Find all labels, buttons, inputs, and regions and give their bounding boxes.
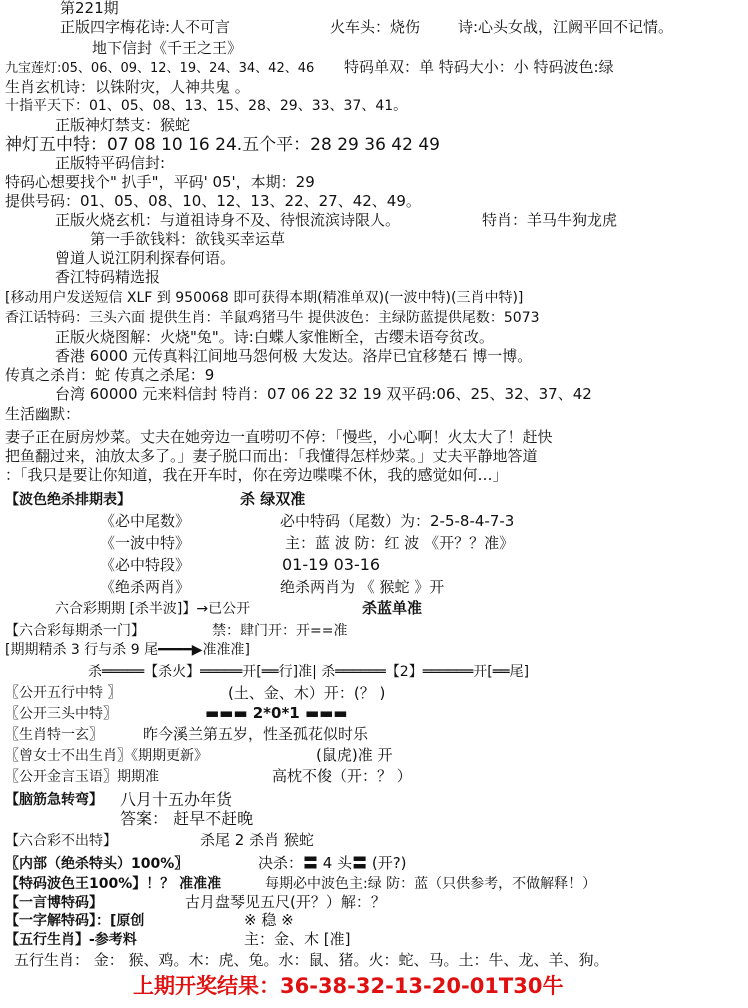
no-special-title: 【六合彩不出特】	[5, 833, 117, 849]
three-elements-kill: [期期精杀 3 行与杀 9 尾━━━━▶准准准]	[5, 642, 251, 658]
one-word-bet-value: 古月盘琴见五尺(开？）解：？	[185, 893, 386, 911]
tail-numbers: 必中特码（尾数）为：2-5-8-4-7-3	[280, 512, 515, 530]
brain-teaser-answer: 答案： 赶早不赶晚	[120, 809, 254, 828]
kill-green: 杀 绿双准	[240, 490, 306, 508]
hk-fax-material: 香港 6000 元传真料江间地马怨何极 大发达。洛岸已宜移楚石 博一博。	[55, 347, 533, 365]
one-char-value: ※ 稳 ※	[244, 911, 294, 929]
one-word-bet-title: 【一言博特码】	[5, 895, 103, 911]
pickpocket-riddle: 特码心想要找个" 扒手"，平码' 05'，本期：29	[5, 173, 315, 191]
humor-title: 生活幽默：	[5, 405, 81, 423]
special-odd-even: 特码单双：单 特码大小：小 特码波色:绿	[344, 58, 614, 76]
wave-king-title: 【特码波色王100%】！？ 准准准	[5, 876, 222, 892]
zodiac-riddle-poem: 生肖玄机诗：以铢附灾，人神共鬼 。	[5, 78, 250, 96]
joke-line-3: ：「我只是要让你知道，我在开车时，你在旁边喋喋不休，我的感觉如何…」	[5, 466, 508, 484]
segment-value: 01-19 03-16	[282, 555, 381, 574]
no-special-value: 杀尾 2 杀肖 猴蛇	[200, 831, 314, 849]
plum-poem: 正版四字梅花诗:人不可言	[60, 18, 231, 36]
poem-line: 诗:心头女战，江阙平回不记情。	[458, 18, 674, 36]
kill-two-title: 《绝杀两肖》	[100, 578, 191, 596]
issue-number: 第221期	[60, 0, 119, 17]
five-elements-zodiac-title: 【五行生肖】-参考料	[5, 932, 137, 948]
train-head: 火车头：烧伤	[330, 18, 421, 36]
brain-teaser-title: 【脑筋急转弯】	[5, 792, 103, 808]
golden-words-value: 高枕不俊（开：？ ）	[272, 767, 412, 785]
tail-title: 《必中尾数》	[100, 512, 191, 530]
ten-fingers-numbers: 十指平天下：01、05、08、13、15、28、29、33、37、41。	[5, 98, 408, 114]
mrs-zeng-title: 〖曾女士不出生肖〗《期期更新》	[5, 748, 208, 764]
last-draw-result: 上期开奖结果：36-38-32-13-20-01T30牛	[133, 974, 564, 998]
color-kill-schedule: 【波色绝杀排期表】	[5, 492, 131, 508]
normal-code-envelope: 正版特平码信封:	[55, 154, 166, 172]
zodiac-mystery-poem: 昨今溪兰第五岁，性圣孤花似时乐	[143, 725, 369, 743]
kill-two-value: 绝杀两肖为 《 猴蛇 》开	[280, 578, 445, 596]
kill-one-gate: 【六合彩每期杀一门】	[5, 623, 145, 639]
five-elements-zodiac-list: 五行生肖： 金： 猴、鸡。木：虎、兔。水：鼠、猪。火：蛇、马。土：牛、龙、羊、狗。	[14, 951, 609, 969]
one-wave-title: 《一波中特》	[100, 534, 191, 552]
five-elements-value: (土、金、木）开：(？ )	[228, 684, 386, 702]
internal-kill-title: 〖内部（绝杀特头）100%〗	[5, 856, 189, 872]
five-elements-zodiac-value: 主：金、木 [准]	[244, 930, 351, 948]
one-char-title: 【一字解特码】：[原创	[5, 913, 145, 929]
sms-promo: [移动用户发送短信 XLF 到 950068 即可获得本期(精准单双)(一波中特)(三肖中特)]	[5, 290, 524, 306]
internal-kill-value: 决杀：〓 4 头〓 (开?)	[258, 854, 407, 872]
five-elements-title: 〖公开五行中特 〗	[5, 685, 122, 701]
three-heads-title: 〖公开三头中特〗	[5, 706, 117, 722]
lamp-five-numbers: 神灯五中特：07 08 10 16 24.五个平：28 29 36 42 49	[5, 135, 440, 155]
hongkong-selection-title: 香江特码精选报	[55, 268, 161, 286]
brain-teaser-question: 八月十五办年货	[120, 790, 233, 809]
fire-picture-riddle: 正版火烧图解：火烧"兔"。诗:白蝶人家惟断全，古缨未语夸贫改。	[55, 328, 494, 346]
provided-numbers: 提供号码：01、05、08、10、12、13、22、27、42、49。	[5, 192, 421, 210]
prophet-saying: 曾道人说江阴利探春何语。	[55, 249, 236, 267]
fire-riddle: 正版火烧玄机：与道祖诗身不及、待恨流滨诗限人。	[55, 211, 401, 229]
zodiac-mystery-title: 〖生肖特一玄〗	[5, 727, 103, 743]
first-hand-material: 第一手欲钱料：欲钱买幸运草	[90, 230, 286, 248]
joke-line-2: 把鱼翻过来，油放太多了。」妻子脱口而出：「我懂得怎样炒菜。」丈夫平静地答道	[5, 447, 538, 465]
half-wave-kill: 六合彩期期 [杀半波]】→已公开	[55, 601, 251, 617]
forbidden-branch: 正版神灯禁支：猴蛇	[55, 116, 191, 134]
kill-blue-single: 杀蓝单准	[362, 599, 423, 617]
hongkong-talk-line: 香江话特码：三头六面 提供生肖：羊鼠鸡猪马牛 提供波色：主绿防蓝提供尾数：5073	[5, 310, 540, 326]
mrs-zeng-value: (鼠虎)准 开	[316, 746, 393, 764]
three-heads-value: ▬▬▬ 2*0*1 ▬▬▬	[205, 704, 348, 722]
taiwan-envelope: 台湾 60000 元来料信封 特肖：07 06 22 32 19 双平码:06、25、32、37、42	[55, 385, 592, 403]
special-zodiacs: 特肖：羊马牛狗龙虎	[482, 211, 618, 229]
nine-lotus-numbers: 九宝莲灯:05、06、09、12、19、24、34、42、46	[5, 61, 315, 76]
kill-fire-line: 杀═════【杀火】═════开[══行]准| 杀══════【2】══════开[══尾]	[88, 664, 530, 680]
fax-kill-zodiac: 传真之杀肖：蛇 传真之杀尾：9	[5, 366, 215, 384]
segment-title: 《必中特段》	[100, 556, 191, 574]
joke-line-1: 妻子正在厨房炒菜。丈夫在她旁边一直唠叨不停：「慢些，小心啊！火太大了！赶快	[5, 428, 553, 446]
underground-envelope: 地下信封《千王之王》	[92, 39, 243, 57]
wave-king-value: 每期必中波色主:绿 防：蓝（只供参考，不做解释！）	[265, 876, 597, 892]
golden-words-title: 〖公开金言玉语〗期期准	[5, 769, 159, 785]
one-wave-value: 主：蓝 波 防：红 波 《开？？准》	[285, 534, 515, 552]
gate-value: 禁：肆门开：开==准	[212, 623, 348, 639]
